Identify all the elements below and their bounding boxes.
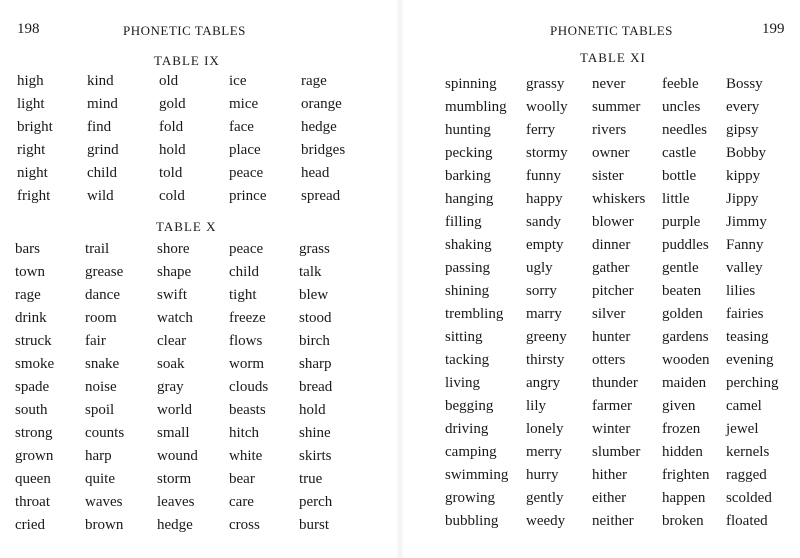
word-cell: wild [87, 188, 114, 204]
word-cell: blower [592, 214, 634, 230]
word-cell: bubbling [445, 513, 499, 529]
word-cell: puddles [662, 237, 709, 253]
table-row [15, 514, 379, 537]
word-cell: fair [85, 333, 106, 349]
word-cell: cold [159, 188, 185, 204]
table-row [15, 445, 379, 468]
word-cell: find [87, 119, 112, 135]
word-cell: rage [15, 287, 41, 303]
word-cell: mind [87, 96, 118, 112]
word-cell: bread [299, 379, 333, 395]
word-cell: hidden [662, 444, 703, 460]
table-title: TABLE XI [580, 50, 646, 65]
word-cell: night [17, 165, 48, 181]
word-cell: frozen [662, 421, 701, 437]
table-row [15, 422, 379, 445]
word-cell: growing [445, 490, 495, 506]
word-cell: hurry [526, 467, 559, 483]
table-row [15, 284, 379, 307]
word-cell: Jimmy [726, 214, 767, 230]
word-cell: hunting [445, 122, 491, 138]
word-cell: gold [159, 96, 186, 112]
word-cell: every [726, 99, 760, 115]
word-cell: begging [445, 398, 494, 414]
table-row [445, 510, 796, 533]
table-row [15, 468, 379, 491]
word-cell: woolly [526, 99, 568, 115]
word-cell: right [17, 142, 46, 158]
word-cell: beaten [662, 283, 702, 299]
word-cell: drink [15, 310, 47, 326]
word-cell: whiskers [592, 191, 646, 207]
word-cell: owner [592, 145, 630, 161]
word-cell: wooden [662, 352, 710, 368]
table-row [445, 326, 796, 349]
word-cell: watch [157, 310, 193, 326]
word-cell: purple [662, 214, 701, 230]
word-cell: orange [301, 96, 342, 112]
word-cell: burst [299, 517, 329, 533]
table-row [445, 234, 796, 257]
word-cell: sorry [526, 283, 557, 299]
word-cell: waves [85, 494, 123, 510]
word-cell: bright [17, 119, 53, 135]
page-number: 199 [762, 21, 785, 37]
word-cell: kippy [726, 168, 761, 184]
word-cell: driving [445, 421, 489, 437]
word-cell: freeze [229, 310, 266, 326]
word-cell: skirts [299, 448, 332, 464]
word-cell: room [85, 310, 117, 326]
table-row [15, 330, 379, 353]
word-cell: living [445, 375, 481, 391]
word-cell: camping [445, 444, 497, 460]
word-cell: sitting [445, 329, 483, 345]
word-cell: wound [157, 448, 198, 464]
word-cell: gray [157, 379, 184, 395]
word-cell: lilies [726, 283, 756, 299]
table-row [15, 238, 379, 261]
word-cell: empty [526, 237, 564, 253]
table-row [445, 211, 796, 234]
word-cell: shape [157, 264, 192, 280]
table-row [15, 261, 379, 284]
word-cell: barking [445, 168, 491, 184]
word-cell: care [229, 494, 254, 510]
word-cell: jewel [726, 421, 759, 437]
word-cell: gently [526, 490, 564, 506]
word-cell: trail [85, 241, 110, 257]
word-table-x [15, 238, 379, 537]
word-cell: weedy [526, 513, 566, 529]
word-cell: hedge [301, 119, 337, 135]
word-cell: shine [299, 425, 331, 441]
word-cell: stood [299, 310, 332, 326]
table-row [15, 376, 379, 399]
word-cell: clouds [229, 379, 269, 395]
word-cell: world [157, 402, 192, 418]
word-cell: winter [592, 421, 631, 437]
word-cell: needles [662, 122, 707, 138]
word-cell: perching [726, 375, 779, 391]
word-cell: perch [299, 494, 333, 510]
word-cell: sister [592, 168, 624, 184]
word-cell: thunder [592, 375, 638, 391]
word-cell: cried [15, 517, 45, 533]
word-cell: teasing [726, 329, 769, 345]
word-cell: marry [526, 306, 562, 322]
word-cell: castle [662, 145, 697, 161]
word-cell: strong [15, 425, 53, 441]
word-cell: bottle [662, 168, 697, 184]
word-cell: passing [445, 260, 490, 276]
word-cell: thirsty [526, 352, 565, 368]
table-row [445, 395, 796, 418]
word-cell: snake [85, 356, 120, 372]
word-cell: kind [87, 73, 114, 89]
word-cell: frighten [662, 467, 710, 483]
word-cell: uncles [662, 99, 701, 115]
table-row [17, 162, 381, 185]
word-cell: clear [157, 333, 187, 349]
word-cell: birch [299, 333, 330, 349]
word-cell: high [17, 73, 44, 89]
word-cell: funny [526, 168, 561, 184]
word-cell: pecking [445, 145, 493, 161]
word-cell: spinning [445, 76, 497, 92]
word-cell: tacking [445, 352, 490, 368]
word-cell: evening [726, 352, 774, 368]
word-cell: ragged [726, 467, 767, 483]
word-cell: harp [85, 448, 112, 464]
word-table-xi [445, 73, 796, 533]
word-cell: little [662, 191, 690, 207]
word-cell: spoil [85, 402, 115, 418]
word-cell: child [87, 165, 117, 181]
word-cell: gentle [662, 260, 699, 276]
word-cell: bars [15, 241, 40, 257]
word-cell: hither [592, 467, 627, 483]
word-cell: worm [229, 356, 264, 372]
word-cell: counts [85, 425, 125, 441]
word-cell: child [229, 264, 259, 280]
word-cell: hold [159, 142, 186, 158]
word-cell: scolded [726, 490, 772, 506]
word-cell: leaves [157, 494, 195, 510]
table-row [17, 185, 381, 208]
word-cell: tight [229, 287, 257, 303]
word-cell: ice [229, 73, 247, 89]
word-cell: hold [299, 402, 326, 418]
word-cell: rage [301, 73, 327, 89]
word-cell: ferry [526, 122, 556, 138]
word-cell: happen [662, 490, 706, 506]
word-cell: sandy [526, 214, 561, 230]
word-cell: lonely [526, 421, 564, 437]
table-row [445, 349, 796, 372]
word-cell: lily [526, 398, 547, 414]
word-cell: bridges [301, 142, 346, 158]
right-page [400, 0, 800, 558]
word-cell: spread [301, 188, 341, 204]
word-cell: maiden [662, 375, 707, 391]
word-cell: white [229, 448, 263, 464]
word-cell: throat [15, 494, 50, 510]
word-cell: never [592, 76, 626, 92]
table-title: TABLE X [156, 219, 217, 234]
word-cell: smoke [15, 356, 55, 372]
word-cell: either [592, 490, 627, 506]
word-cell: hitch [229, 425, 259, 441]
table-row [445, 487, 796, 510]
word-cell: small [157, 425, 190, 441]
word-cell: told [159, 165, 183, 181]
word-cell: peace [229, 241, 264, 257]
word-cell: fairies [726, 306, 764, 322]
word-cell: filling [445, 214, 482, 230]
word-cell: summer [592, 99, 641, 115]
word-cell: given [662, 398, 696, 414]
word-cell: mice [229, 96, 259, 112]
table-row [445, 418, 796, 441]
running-head: PHONETIC TABLES [123, 23, 246, 38]
table-row [445, 96, 796, 119]
word-cell: ugly [526, 260, 553, 276]
word-cell: quite [85, 471, 115, 487]
table-row [445, 464, 796, 487]
word-cell: Bobby [726, 145, 767, 161]
word-cell: rivers [592, 122, 627, 138]
word-cell: bear [229, 471, 255, 487]
word-cell: old [159, 73, 179, 89]
word-cell: slumber [592, 444, 641, 460]
table-row [17, 93, 381, 116]
word-cell: soak [157, 356, 185, 372]
word-cell: hanging [445, 191, 494, 207]
word-cell: Fanny [726, 237, 764, 253]
table-row [15, 307, 379, 330]
table-row [445, 142, 796, 165]
table-row [445, 188, 796, 211]
word-cell: dance [85, 287, 120, 303]
word-cell: floated [726, 513, 768, 529]
table-row [445, 280, 796, 303]
word-cell: mumbling [445, 99, 507, 115]
word-cell: greeny [526, 329, 567, 345]
table-row [17, 116, 381, 139]
page-number: 198 [17, 21, 40, 37]
word-cell: shore [157, 241, 190, 257]
word-cell: grassy [526, 76, 565, 92]
word-table-ix [17, 70, 381, 208]
word-cell: storm [157, 471, 192, 487]
word-cell: otters [592, 352, 626, 368]
word-cell: face [229, 119, 254, 135]
word-cell: fright [17, 188, 51, 204]
word-cell: fold [159, 119, 184, 135]
word-cell: kernels [726, 444, 770, 460]
word-cell: pitcher [592, 283, 634, 299]
word-cell: gipsy [726, 122, 759, 138]
word-cell: golden [662, 306, 703, 322]
word-cell: place [229, 142, 261, 158]
word-cell: flows [229, 333, 263, 349]
table-row [445, 372, 796, 395]
table-row [445, 441, 796, 464]
word-cell: peace [229, 165, 264, 181]
table-title: TABLE IX [154, 53, 220, 68]
word-cell: angry [526, 375, 561, 391]
word-cell: town [15, 264, 45, 280]
word-cell: hedge [157, 517, 193, 533]
word-cell: true [299, 471, 323, 487]
word-cell: silver [592, 306, 626, 322]
word-cell: grind [87, 142, 119, 158]
word-cell: beasts [229, 402, 266, 418]
word-cell: stormy [526, 145, 568, 161]
table-row [445, 73, 796, 96]
table-row [445, 119, 796, 142]
word-cell: south [15, 402, 48, 418]
word-cell: gardens [662, 329, 709, 345]
word-cell: merry [526, 444, 562, 460]
word-cell: noise [85, 379, 117, 395]
word-cell: valley [726, 260, 763, 276]
word-cell: gather [592, 260, 630, 276]
table-row [17, 139, 381, 162]
word-cell: farmer [592, 398, 632, 414]
word-cell: swift [157, 287, 187, 303]
word-cell: talk [299, 264, 322, 280]
word-cell: grown [15, 448, 54, 464]
word-cell: hunter [592, 329, 631, 345]
table-row [445, 165, 796, 188]
word-cell: neither [592, 513, 634, 529]
word-cell: queen [15, 471, 51, 487]
word-cell: dinner [592, 237, 631, 253]
word-cell: trembling [445, 306, 504, 322]
table-row [15, 353, 379, 376]
word-cell: brown [85, 517, 124, 533]
word-cell: spade [15, 379, 50, 395]
word-cell: feeble [662, 76, 699, 92]
word-cell: swimming [445, 467, 509, 483]
word-cell: cross [229, 517, 260, 533]
table-row [17, 70, 381, 93]
word-cell: shaking [445, 237, 492, 253]
word-cell: camel [726, 398, 762, 414]
word-cell: light [17, 96, 45, 112]
table-row [15, 491, 379, 514]
word-cell: struck [15, 333, 52, 349]
word-cell: prince [229, 188, 267, 204]
word-cell: broken [662, 513, 704, 529]
table-row [15, 399, 379, 422]
word-cell: Jippy [726, 191, 759, 207]
word-cell: sharp [299, 356, 332, 372]
word-cell: Bossy [726, 76, 763, 92]
word-cell: head [301, 165, 330, 181]
word-cell: grass [299, 241, 330, 257]
table-row [445, 257, 796, 280]
word-cell: happy [526, 191, 563, 207]
word-cell: shining [445, 283, 490, 299]
running-head: PHONETIC TABLES [550, 23, 673, 38]
word-cell: grease [85, 264, 124, 280]
word-cell: blew [299, 287, 329, 303]
table-row [445, 303, 796, 326]
